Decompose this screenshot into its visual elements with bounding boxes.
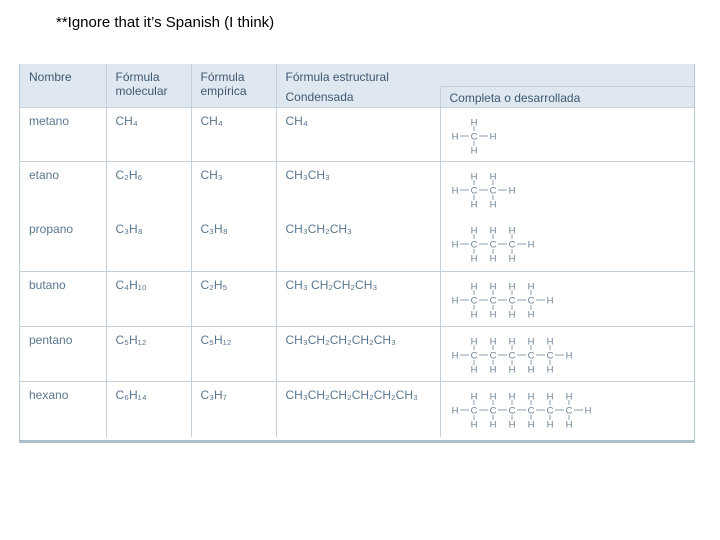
hydrogen-atom: H (546, 419, 553, 430)
structural-formula-cell (440, 381, 694, 437)
header-formula-empirica: Fórmula empírica (191, 64, 276, 107)
formula-empirica-cell: CH₄ (191, 107, 276, 161)
carbon-atom: C (470, 185, 477, 196)
hydrogen-atom: H (546, 336, 553, 347)
header-condensada: Condensada (276, 86, 440, 107)
hydrogen-atom: H (527, 391, 534, 402)
hydrogen-atom: H (489, 281, 496, 292)
formula-molecular-cell: C₂H₆ (106, 161, 191, 216)
hydrogen-atom: H (527, 419, 534, 430)
header-nombre: Nombre (20, 64, 106, 107)
carbon-atom: C (508, 239, 515, 251)
hydrogen-atom: H (470, 199, 477, 210)
table-header (20, 64, 694, 107)
hydrogen-atom: H (565, 391, 572, 402)
carbon-atom: C (489, 350, 496, 361)
carbon-atom: C (470, 350, 477, 361)
formula-condensada-cell: CH₃CH₂CH₂CH₂CH₂CH₃ (276, 381, 440, 437)
structural-formula-cell (440, 107, 694, 161)
structural-formula-cell (440, 216, 694, 271)
formula-condensada-cell: CH₃CH₂CH₃ (276, 216, 440, 271)
carbon-atom: C (489, 185, 496, 196)
hydrogen-atom: H (470, 336, 477, 347)
formula-molecular-cell: C₃H₈ (106, 216, 191, 271)
hydrogen-atom: H (527, 364, 534, 375)
formula-empirica-cell: CH₃ (191, 161, 276, 216)
hydrogen-atom: H (489, 336, 496, 347)
hydrogen-atom: H (470, 391, 477, 402)
carbon-atom: C (527, 405, 534, 416)
hydrogen-atom: H (489, 309, 496, 320)
hydrogen-atom: H (508, 281, 515, 292)
hydrogen-atom: H (546, 391, 553, 402)
hydrogen-atom: H (508, 309, 515, 320)
hydrogen-atom: H (451, 405, 458, 416)
carbon-atom: C (508, 295, 515, 306)
carbon-atom: C (527, 350, 534, 361)
structural-formula-cell (440, 271, 694, 326)
hydrogen-atom: H (565, 419, 572, 430)
hydrogen-atom: H (489, 171, 496, 182)
nombre-cell: propano (20, 216, 106, 271)
formula-condensada-cell: CH₄ (276, 107, 440, 161)
header-formula-molecular: Fórmula molecular (106, 64, 191, 107)
carbon-atom: C (470, 405, 477, 416)
formula-empirica-cell: C₃H₇ (191, 381, 276, 437)
hydrogen-atom: H (451, 131, 458, 142)
header-formula-estructural: Fórmula estructural (276, 64, 694, 86)
structural-formula (447, 222, 541, 266)
hydrogen-atom: H (508, 391, 515, 402)
hydrogen-atom: H (470, 171, 477, 182)
carbon-atom: C (565, 405, 572, 416)
nombre-cell: etano (20, 161, 106, 216)
hydrogen-atom: H (508, 185, 515, 196)
hydrogen-atom: H (470, 281, 477, 292)
structural-formula (447, 114, 503, 158)
hydrogen-atom: H (508, 364, 515, 375)
structural-formula (447, 168, 522, 212)
hydrogen-atom: H (470, 253, 477, 265)
hydrogen-atom: H (451, 239, 458, 251)
formula-condensada-cell: CH₃CH₂CH₂CH₂CH₃ (276, 326, 440, 381)
carbon-atom: C (489, 295, 496, 306)
note-text: **Ignore that it’s Spanish (I think) (56, 14, 275, 31)
hydrogen-atom: H (451, 185, 458, 196)
formula-molecular-cell: C₆H₁₄ (106, 381, 191, 437)
hydrogen-atom: H (508, 253, 515, 265)
table-row (20, 271, 694, 326)
hydrogen-atom: H (565, 350, 572, 361)
formula-condensada-cell: CH₃ CH₂CH₂CH₃ (276, 271, 440, 326)
carbon-atom: C (470, 239, 477, 251)
hydrogen-atom: H (489, 391, 496, 402)
structural-formula (447, 278, 560, 322)
nombre-cell: metano (20, 107, 106, 161)
hydrogen-atom: H (489, 225, 496, 237)
carbon-atom: C (527, 295, 534, 306)
hydrogen-atom: H (546, 295, 553, 306)
hydrogen-atom: H (527, 309, 534, 320)
hydrogen-atom: H (489, 419, 496, 430)
hydrogen-atom: H (470, 145, 477, 156)
structural-formula (447, 333, 579, 377)
hydrogen-atom: H (489, 199, 496, 210)
hydrogen-atom: H (508, 336, 515, 347)
hydrogen-atom: H (527, 336, 534, 347)
hydrogen-atom: H (470, 309, 477, 320)
carbon-atom: C (546, 350, 553, 361)
header-completa: Completa o desarrollada (440, 86, 694, 107)
table-row (20, 107, 694, 161)
hydrogen-atom: H (470, 419, 477, 430)
nombre-cell: pentano (20, 326, 106, 381)
hydrogen-atom: H (470, 364, 477, 375)
alkanes-table (20, 64, 694, 437)
formula-empirica-cell: C₂H₅ (191, 271, 276, 326)
hydrogen-atom: H (470, 117, 477, 128)
structural-formula-cell (440, 326, 694, 381)
formula-molecular-cell: CH₄ (106, 107, 191, 161)
nombre-cell: butano (20, 271, 106, 326)
structural-formula-cell (440, 161, 694, 216)
hydrogen-atom: H (489, 131, 496, 142)
carbon-atom: C (508, 405, 515, 416)
alkanes-table-container (19, 64, 695, 443)
hydrogen-atom: H (546, 364, 553, 375)
table-body (20, 107, 694, 437)
carbon-atom: C (470, 131, 477, 142)
table-row (20, 216, 694, 271)
formula-condensada-cell: CH₃CH₃ (276, 161, 440, 216)
formula-molecular-cell: C₅H₁₂ (106, 326, 191, 381)
nombre-cell: hexano (20, 381, 106, 437)
table-row (20, 161, 694, 216)
carbon-atom: C (470, 295, 477, 306)
formula-empirica-cell: C₃H₈ (191, 216, 276, 271)
structural-formula (447, 388, 598, 432)
hydrogen-atom: H (527, 239, 534, 251)
carbon-atom: C (508, 350, 515, 361)
table-row (20, 326, 694, 381)
hydrogen-atom: H (489, 364, 496, 375)
table-row (20, 381, 694, 437)
carbon-atom: C (489, 405, 496, 416)
hydrogen-atom: H (508, 225, 515, 237)
hydrogen-atom: H (527, 281, 534, 292)
hydrogen-atom: H (584, 405, 591, 416)
hydrogen-atom: H (470, 225, 477, 237)
hydrogen-atom: H (451, 295, 458, 306)
hydrogen-atom: H (489, 253, 496, 265)
formula-molecular-cell: C₄H₁₀ (106, 271, 191, 326)
carbon-atom: C (489, 239, 496, 251)
formula-empirica-cell: C₅H₁₂ (191, 326, 276, 381)
hydrogen-atom: H (451, 350, 458, 361)
carbon-atom: C (546, 405, 553, 416)
hydrogen-atom: H (508, 419, 515, 430)
